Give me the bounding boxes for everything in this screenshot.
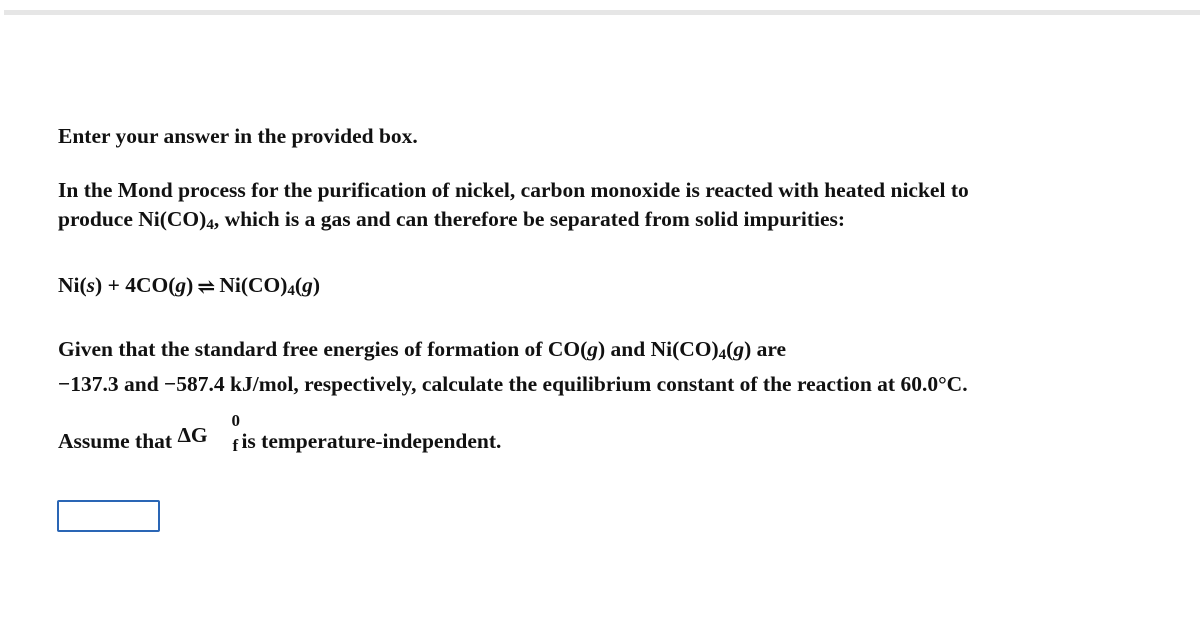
top-divider: [4, 10, 1200, 15]
equation-text: ): [312, 273, 320, 297]
given-line-1: [58, 336, 786, 362]
instruction-text: Enter your answer in the provided box.: [58, 124, 418, 148]
equation-text: (: [294, 273, 303, 297]
problem-line-1: In the Mond process for the purification of nickel, carbon monoxide is reacted with heated nickel to: [58, 178, 969, 202]
equation-text: ) + 4CO(: [95, 273, 176, 297]
standard-state-superscript: 0: [231, 411, 240, 430]
given-line-2: −137.3 and −587.4 kJ/mol, respectively, calculate the equilibrium constant of the reaction at 60.0°C.: [58, 372, 968, 396]
formation-subscript: f: [232, 436, 239, 455]
given-text: ) and Ni(CO): [598, 337, 719, 361]
subscript: 4: [206, 217, 214, 233]
answer-input[interactable]: [57, 500, 160, 532]
equilibrium-arrow-icon: ⇌: [197, 275, 216, 299]
problem-line-2-pre: produce Ni(CO): [58, 207, 207, 231]
equation-text: Ni(: [58, 273, 87, 297]
problem-line-2: [58, 206, 845, 232]
equation-text: Ni(CO): [219, 273, 288, 297]
delta-g-symbol: [177, 411, 241, 455]
given-text: ) are: [744, 337, 787, 361]
given-text: Given that the standard free energies of formation of CO(: [58, 337, 588, 361]
given-text: is temperature-independent.: [241, 429, 502, 453]
given-text: Assume that: [58, 429, 178, 453]
given-line-3: [58, 411, 502, 455]
state-symbol: g: [175, 273, 187, 297]
subscript: 4: [718, 347, 727, 363]
state-symbol: g: [587, 337, 598, 361]
state-symbol: s: [86, 273, 96, 297]
subscript: 4: [287, 283, 295, 299]
state-symbol: g: [733, 337, 745, 361]
problem-line-2-post: , which is a gas and can therefore be separated from solid impurities:: [213, 207, 846, 231]
state-symbol: g: [302, 273, 313, 297]
given-text: (: [726, 337, 734, 361]
delta-g-text: ΔG: [177, 423, 208, 447]
equation-text: ): [186, 273, 194, 297]
chemical-equation: [58, 272, 320, 298]
